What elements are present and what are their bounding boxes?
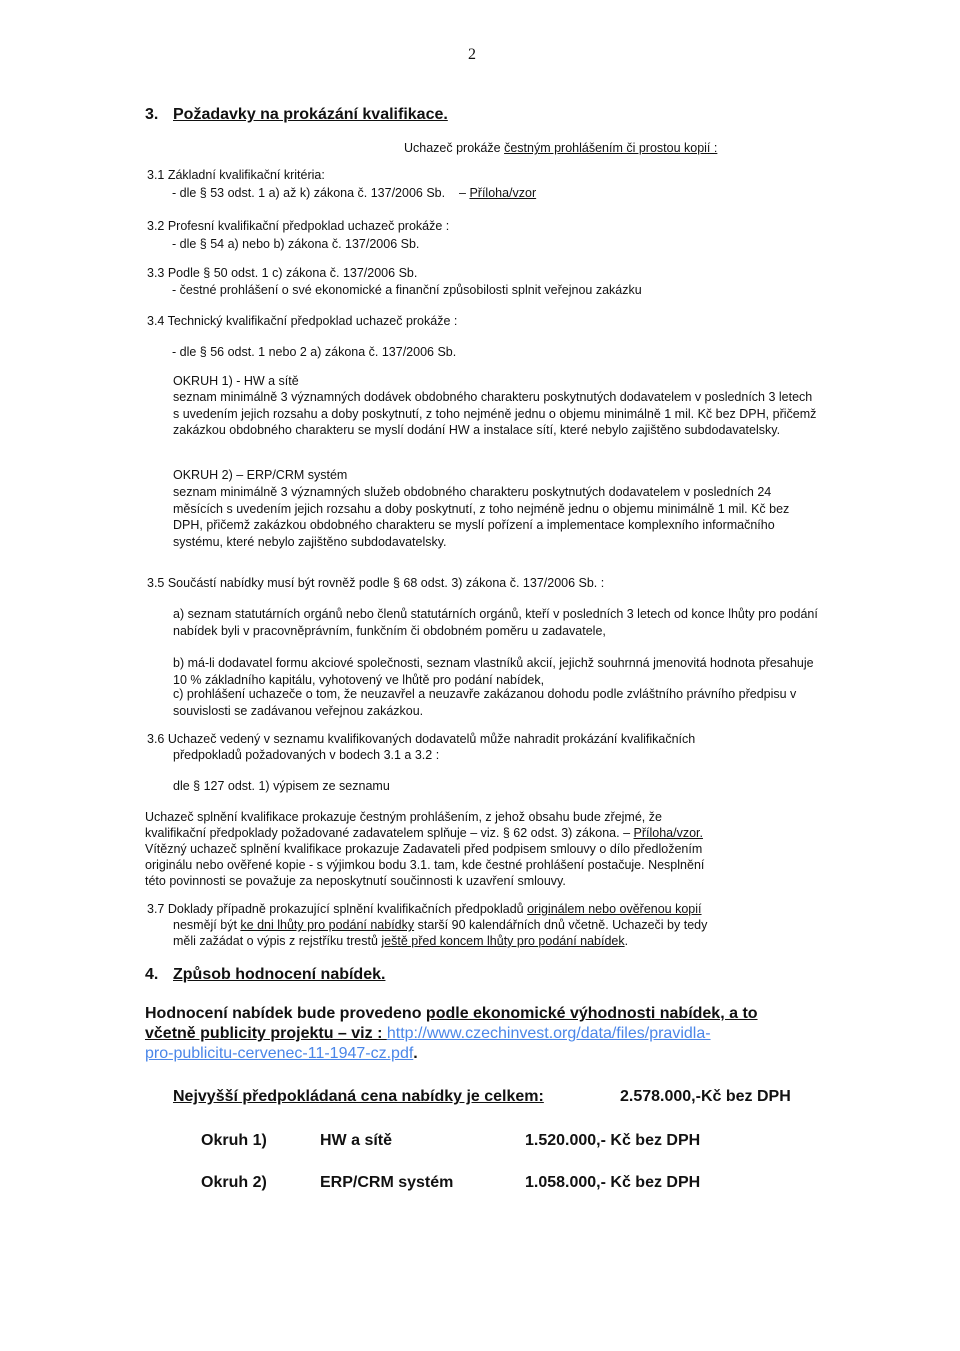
s35-item-c: c) prohlášení uchazeče o tom, že neuzavřel a neuzavře zakázanou dohodu podle zvláštního právního předpisu v souvislosti se zadávanou veřejnou zakázkou. [173,687,797,718]
s35-item-a: a) seznam statutárních orgánů nebo členů statutárních orgánů, kteří v posledních 3 letech od konce lhůty pro podání nabídek byli v pracovněprávním, funkčním či obdobném poměru u zadavatele, [173,607,818,638]
s37-line-2 [173,918,707,932]
row2-okruh: Okruh 2) [201,1174,267,1191]
s32-line: - dle § 54 a) nebo b) zákona č. 137/2006 Sb. [172,237,420,251]
page-number: 2 [468,46,476,63]
s37-l1-underlined: originálem nebo ověřenou kopií [527,902,702,916]
s35-title: 3.5 Součástí nabídky musí být rovněž podle § 68 odst. 3) zákona č. 137/2006 Sb. : [147,576,605,590]
s37-l3-text: měli zažádat o výpis z rejstříku trestů [173,934,382,948]
s34-line: - dle § 56 odst. 1 nebo 2 a) zákona č. 137/2006 Sb. [172,345,457,359]
publicity-link-cont[interactable]: pro-publicitu-cervenec-11-1947-cz.pdf [145,1045,414,1062]
section-4-number: 4. [145,966,159,983]
para-ref: Příloha/vzor. [633,826,703,840]
okruh1-title: OKRUH 1) - HW a sítě [173,374,299,388]
s33-title: 3.3 Podle § 50 odst. 1 c) zákona č. 137/2006 Sb. [147,266,418,280]
publicity-link[interactable]: http://www.czechinvest.org/data/files/pravidla- [386,1025,711,1042]
s4-l1-underlined: podle ekonomické výhodnosti nabídek, a to [425,1005,758,1022]
s32-title: 3.2 Profesní kvalifikační předpoklad uchazeč prokáže : [147,219,450,233]
price-total: 2.578.000,-Kč bez DPH [620,1088,791,1105]
s37-l1-text: 3.7 Doklady případně prokazující splnění kvalifikačních předpokladů [147,902,528,916]
s37-l3-tail: . [624,934,629,948]
s4-line-2 [145,1023,711,1044]
s31-line [172,186,536,200]
para-line-3: Vítězný uchazeč splnění kvalifikace prokazuje Zadavateli před podpisem smlouvy o dílo předložením [145,842,703,856]
row1-name: HW a sítě [320,1132,393,1149]
s37-line-1 [147,902,702,916]
s31-ref-dash: – [459,186,470,200]
row1-okruh: Okruh 1) [201,1132,267,1149]
s34-title: 3.4 Technický kvalifikační předpoklad uchazeč prokáže : [147,314,458,328]
section-3-intro [404,141,717,155]
okruh2-title: OKRUH 2) – ERP/CRM systém [173,468,348,482]
s4-l2-text: včetně publicity projektu – viz : [145,1025,387,1042]
para-line-2-text: kvalifikační předpoklady požadované zadavatelem splňuje – viz. § 62 odst. 3) zákona. – [145,826,634,840]
s36-title: 3.6 Uchazeč vedený v seznamu kvalifikovaných dodavatelů může nahradit prokázání kvalifikačních [147,732,696,746]
s37-l3-underlined: ještě před koncem lhůty pro podání nabídek [381,934,625,948]
s36-title2: předpokladů požadovaných v bodech 3.1 a 3.2 : [173,748,440,762]
section-4-title: Způsob hodnocení nabídek. [173,966,386,983]
s37-line-3 [173,934,628,948]
s31-title: 3.1 Základní kvalifikační kritéria: [147,168,325,182]
s33-line: - čestné prohlášení o své ekonomické a finanční způsobilosti splnit veřejnou zakázku [172,283,642,297]
s31-ref: Příloha/vzor [469,186,537,200]
para-line-5: této povinnosti se považuje za neposkytnutí součinnosti k uzavření smlouvy. [145,874,566,888]
s4-line-1 [145,1003,758,1024]
para-line-2 [145,826,703,840]
s35-item-b: b) má-li dodavatel formu akciové společnosti, seznam vlastníků akcií, jejichž souhrnná jmenovitá hodnota přesahuje 10 % základního kapitálu, vyhotovený ve lhůtě pro podání nabídek, [173,656,814,687]
row2-name: ERP/CRM systém [320,1174,454,1191]
price-label: Nejvyšší předpokládaná cena nabídky je celkem: [173,1088,544,1105]
para-line-4: originálu nebo ověřené kopie - s výjimkou bodu 3.1. tam, kde čestné prohlášení postačuje. Nesplnění [145,858,705,872]
s37-l2-text: nesmějí být [173,918,241,932]
okruh1-text: seznam minimálně 3 významných dodávek obdobného charakteru poskytnutých dodavatelem v posledních 3 letech s uvedením jejich rozsahu a doby poskytnutí, z toho nejméně jednu o objemu minimálně 1 mil. Kč bez DPH, přičemž zakázkou obdobného charakteru se myslí dodání HW a instalace sítí, které nebylo zajištěno subdodavatelsky. [173,390,817,437]
okruh2-text: seznam minimálně 3 významných služeb obdobného charakteru poskytnutých dodavatelem v posledních 24 měsících s uvedením jejich rozsahu a doby poskytnutí, z toho nejméně jednu o objemu minimálně 1 mil. Kč bez DPH, přičemž zakázkou obdobného charakteru se myslí pořízení a implementace komplexního informačního systému, které nebylo zajištěno subdodavatelsky. [173,485,790,549]
s37-l2-tail: starší 90 kalendářních dnů včetně. Uchazeči by tedy [414,918,708,932]
s36-line: dle § 127 odst. 1) výpisem ze seznamu [173,779,390,793]
section-3-title: Požadavky na prokázání kvalifikace. [173,106,448,123]
row2-price: 1.058.000,- Kč bez DPH [525,1174,701,1191]
s4-l3-dot: . [413,1045,418,1062]
para-line-1: Uchazeč splnění kvalifikace prokazuje čestným prohlášením, z jehož obsahu bude zřejmé, že [145,810,662,824]
section-3-number: 3. [145,106,159,123]
s4-line-3 [145,1043,418,1064]
s37-l2-underlined: ke dni lhůty pro podání nabídky [240,918,415,932]
s4-l1-text: Hodnocení nabídek bude provedeno [145,1005,426,1022]
intro-text: Uchazeč prokáže [404,141,505,155]
s31-line-text: - dle § 53 odst. 1 a) až k) zákona č. 137/2006 Sb. [172,186,446,200]
intro-underlined: čestným prohlášením či prostou kopií : [504,141,718,155]
row1-price: 1.520.000,- Kč bez DPH [525,1132,701,1149]
